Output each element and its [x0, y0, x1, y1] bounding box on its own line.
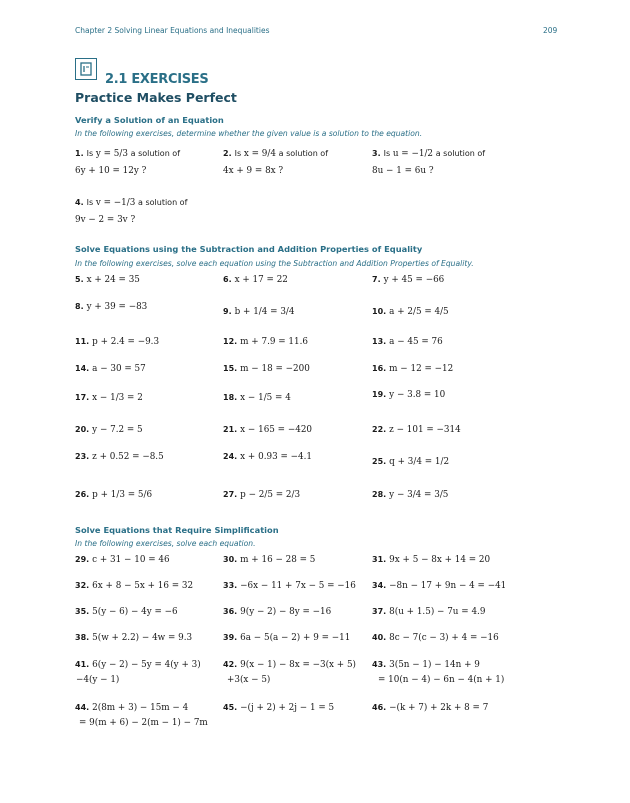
exercise-number: 36. — [223, 607, 238, 616]
section-heading-simplify: Solve Equations that Require Simplification — [75, 525, 279, 535]
exercise — [223, 274, 288, 286]
exercise-number: 45. — [223, 703, 238, 712]
exercise-number: 33. — [223, 581, 238, 590]
exercise-prompt: Is — [234, 149, 242, 158]
exercise-number: 26. — [75, 490, 90, 499]
exercise-equation: a − 45 = 76 — [389, 337, 443, 347]
exercise — [223, 554, 315, 566]
exercise-equation: q + 3/4 = 1/2 — [389, 457, 450, 467]
exercise-prompt: a solution of — [130, 149, 181, 158]
exercise-number: 46. — [372, 703, 387, 712]
exercise-equation: z + 0.52 = −8.5 — [92, 452, 164, 462]
exercise-equation: b + 1/4 = 3/4 — [234, 307, 295, 317]
exercise-equation: 5(w + 2.2) − 4w = 9.3 — [92, 633, 193, 643]
exercise — [223, 306, 294, 318]
exercise — [372, 306, 449, 318]
exercise-number: 9. — [223, 307, 232, 316]
exercise-equation: x − 165 = −420 — [240, 425, 313, 435]
exercise-equation: 9(y − 2) − 8y = −16 — [240, 607, 332, 617]
exercise — [75, 392, 143, 404]
exercise-value: v = −1/3 — [95, 198, 136, 208]
exercise — [223, 363, 310, 375]
exercise-prompt: a solution of — [435, 149, 486, 158]
exercise-number: 28. — [372, 490, 387, 499]
exercise-equation: 9v − 2 = 3v ? — [75, 215, 136, 225]
exercise-number: 38. — [75, 633, 90, 642]
exercise-number: 29. — [75, 555, 90, 564]
exercise — [75, 274, 140, 286]
exercise-equation: z − 101 = −314 — [389, 425, 461, 435]
exercise-number: 32. — [75, 581, 90, 590]
exercise-equation: 8(u + 1.5) − 7u = 4.9 — [389, 607, 486, 617]
exercise — [75, 148, 180, 177]
exercise-equation: y − 3/4 = 3/5 — [389, 490, 449, 500]
exercise — [372, 148, 485, 177]
exercise — [223, 702, 334, 714]
exercise — [372, 659, 504, 686]
exercise — [223, 336, 308, 348]
exercise-equation: p + 2.4 = −9.3 — [92, 337, 160, 347]
exercise-value: u = −1/2 — [392, 149, 434, 159]
exercise-equation: y + 45 = −66 — [383, 275, 445, 285]
exercise — [372, 274, 444, 286]
exercise-number: 13. — [372, 337, 387, 346]
exercise-number: 7. — [372, 275, 381, 284]
exercise — [372, 554, 490, 566]
exercise-number: 10. — [372, 307, 387, 316]
exercise-equation: −(j + 2) + 2j − 1 = 5 — [240, 703, 335, 713]
exercise-equation: m − 18 = −200 — [240, 364, 310, 374]
exercise-number: 17. — [75, 393, 90, 402]
exercise-number: 12. — [223, 337, 238, 346]
instructions-verify: In the following exercises, determine whether the given value is a solution to the equation. — [75, 129, 423, 138]
exercise-number: 3. — [372, 149, 381, 158]
exercise — [223, 148, 328, 177]
exercise-value: y = 5/3 — [95, 149, 128, 159]
section-heading-add-sub: Solve Equations using the Subtraction and Addition Properties of Equality — [75, 244, 423, 254]
exercise — [75, 301, 147, 313]
exercise-equation: p − 2/5 = 2/3 — [240, 490, 301, 500]
exercise — [223, 424, 312, 436]
exercise-number: 4. — [75, 198, 84, 207]
exercise-number: 18. — [223, 393, 238, 402]
section-subtitle: Practice Makes Perfect — [75, 90, 237, 105]
exercise — [372, 702, 488, 714]
exercise — [75, 554, 170, 566]
exercise-number: 16. — [372, 364, 387, 373]
exercise — [372, 606, 485, 618]
exercise-equation: −6x − 11 + 7x − 5 = −16 — [240, 581, 356, 591]
exercise-number: 39. — [223, 633, 238, 642]
exercise-equation: x + 17 = 22 — [234, 275, 288, 285]
exercise — [75, 702, 208, 729]
exercise-equation: a − 30 = 57 — [92, 364, 146, 374]
exercise — [75, 632, 192, 644]
exercise-equation: 2(8m + 3) − 15m − 4 — [92, 703, 189, 713]
exercise-equation: y + 39 = −83 — [86, 302, 148, 312]
exercise-number: 15. — [223, 364, 238, 373]
exercise-number: 43. — [372, 660, 387, 669]
exercise-number: 21. — [223, 425, 238, 434]
instructions-simplify: In the following exercises, solve each equation. — [75, 539, 256, 548]
chapter-header: Chapter 2 Solving Linear Equations and Inequalities — [75, 26, 270, 35]
exercise-number: 40. — [372, 633, 387, 642]
exercise-equation: x − 1/3 = 2 — [92, 393, 143, 403]
exercise — [372, 580, 506, 592]
exercise-equation: 4x + 9 = 8x ? — [223, 166, 284, 176]
notebook-icon — [75, 58, 97, 80]
exercise-prompt: Is — [383, 149, 391, 158]
exercise-equation: x + 24 = 35 — [86, 275, 140, 285]
exercise — [372, 456, 449, 468]
exercise-equation-continued: = 9(m + 6) − 2(m − 1) − 7m — [79, 718, 208, 728]
exercise-equation: a + 2/5 = 4/5 — [389, 307, 449, 317]
exercise — [75, 606, 178, 618]
exercise-equation: −(k + 7) + 2k + 8 = 7 — [389, 703, 489, 713]
exercise — [75, 659, 201, 686]
exercise-number: 11. — [75, 337, 90, 346]
exercise-number: 35. — [75, 607, 90, 616]
exercise-equation-continued: +3(x − 5) — [227, 675, 271, 685]
exercise — [75, 197, 187, 226]
exercise-number: 24. — [223, 452, 238, 461]
exercise-number: 30. — [223, 555, 238, 564]
exercise-number: 31. — [372, 555, 387, 564]
exercise-equation: m − 12 = −12 — [389, 364, 454, 374]
section-heading-verify: Verify a Solution of an Equation — [75, 115, 224, 125]
exercise-number: 6. — [223, 275, 232, 284]
exercise-prompt: Is — [86, 198, 94, 207]
exercise-equation: 6x + 8 − 5x + 16 = 32 — [92, 581, 194, 591]
exercise — [223, 632, 350, 644]
exercise-number: 5. — [75, 275, 84, 284]
exercise — [75, 489, 152, 501]
page-number: 209 — [543, 26, 558, 35]
exercise-number: 19. — [372, 390, 387, 399]
exercise — [75, 336, 159, 348]
exercise-prompt: a solution of — [278, 149, 329, 158]
exercise — [75, 580, 193, 592]
exercise-number: 34. — [372, 581, 387, 590]
exercise-equation: −8n − 17 + 9n − 4 = −41 — [389, 581, 507, 591]
exercise — [372, 424, 461, 436]
exercise-equation-continued: = 10(n − 4) − 6n − 4(n + 1) — [378, 675, 505, 685]
instructions-add-sub: In the following exercises, solve each equation using the Subtraction and Addition Properties of Equality. — [75, 259, 474, 268]
exercise-number: 14. — [75, 364, 90, 373]
exercise-number: 20. — [75, 425, 90, 434]
exercise-number: 27. — [223, 490, 238, 499]
exercise — [372, 489, 448, 501]
exercise-number: 41. — [75, 660, 90, 669]
exercise — [223, 606, 331, 618]
exercise — [223, 659, 356, 686]
exercise-equation: 5(y − 6) − 4y = −6 — [92, 607, 178, 617]
exercise-number: 25. — [372, 457, 387, 466]
exercise-number: 37. — [372, 607, 387, 616]
exercise-number: 2. — [223, 149, 232, 158]
exercise — [223, 580, 356, 592]
exercise-number: 22. — [372, 425, 387, 434]
exercise-equation: 6y + 10 = 12y ? — [75, 166, 147, 176]
exercise-equation: m + 16 − 28 = 5 — [240, 555, 316, 565]
exercise-number: 42. — [223, 660, 238, 669]
exercise-equation: m + 7.9 = 11.6 — [240, 337, 309, 347]
exercise-equation: x − 1/5 = 4 — [240, 393, 291, 403]
exercise — [75, 451, 164, 463]
exercise-equation: 9(x − 1) − 8x = −3(x + 5) — [240, 660, 356, 670]
exercise-prompt: a solution of — [138, 198, 188, 207]
exercise — [223, 489, 300, 501]
exercise-number: 23. — [75, 452, 90, 461]
exercise-equation: 8u − 1 = 6u ? — [372, 166, 434, 176]
exercise — [223, 392, 291, 404]
exercise-equation: 6(y − 2) − 5y = 4(y + 3) — [92, 660, 201, 670]
exercise-number: 44. — [75, 703, 90, 712]
exercise — [75, 363, 146, 375]
exercise-equation: 8c − 7(c − 3) + 4 = −16 — [389, 633, 499, 643]
exercise — [372, 389, 445, 401]
exercise — [372, 632, 499, 644]
exercise-number: 1. — [75, 149, 84, 158]
exercise-number: 8. — [75, 302, 84, 311]
exercise-equation: y − 3.8 = 10 — [389, 390, 446, 400]
exercise-equation: y − 7.2 = 5 — [92, 425, 143, 435]
exercise-equation: p + 1/3 = 5/6 — [92, 490, 153, 500]
exercise-equation: 9x + 5 − 8x + 14 = 20 — [389, 555, 491, 565]
exercises-title: 2.1 EXERCISES — [105, 72, 209, 87]
exercise-equation: x + 0.93 = −4.1 — [240, 452, 313, 462]
exercise-value: x = 9/4 — [243, 149, 276, 159]
exercise — [75, 424, 143, 436]
exercise-equation-continued: −4(y − 1) — [76, 675, 120, 685]
exercise-equation: 3(5n − 1) − 14n + 9 — [389, 660, 480, 670]
exercise-equation: c + 31 − 10 = 46 — [92, 555, 170, 565]
exercise — [223, 451, 312, 463]
exercise — [372, 363, 453, 375]
exercise-equation: 6a − 5(a − 2) + 9 = −11 — [240, 633, 351, 643]
exercise-prompt: Is — [86, 149, 94, 158]
exercise — [372, 336, 443, 348]
